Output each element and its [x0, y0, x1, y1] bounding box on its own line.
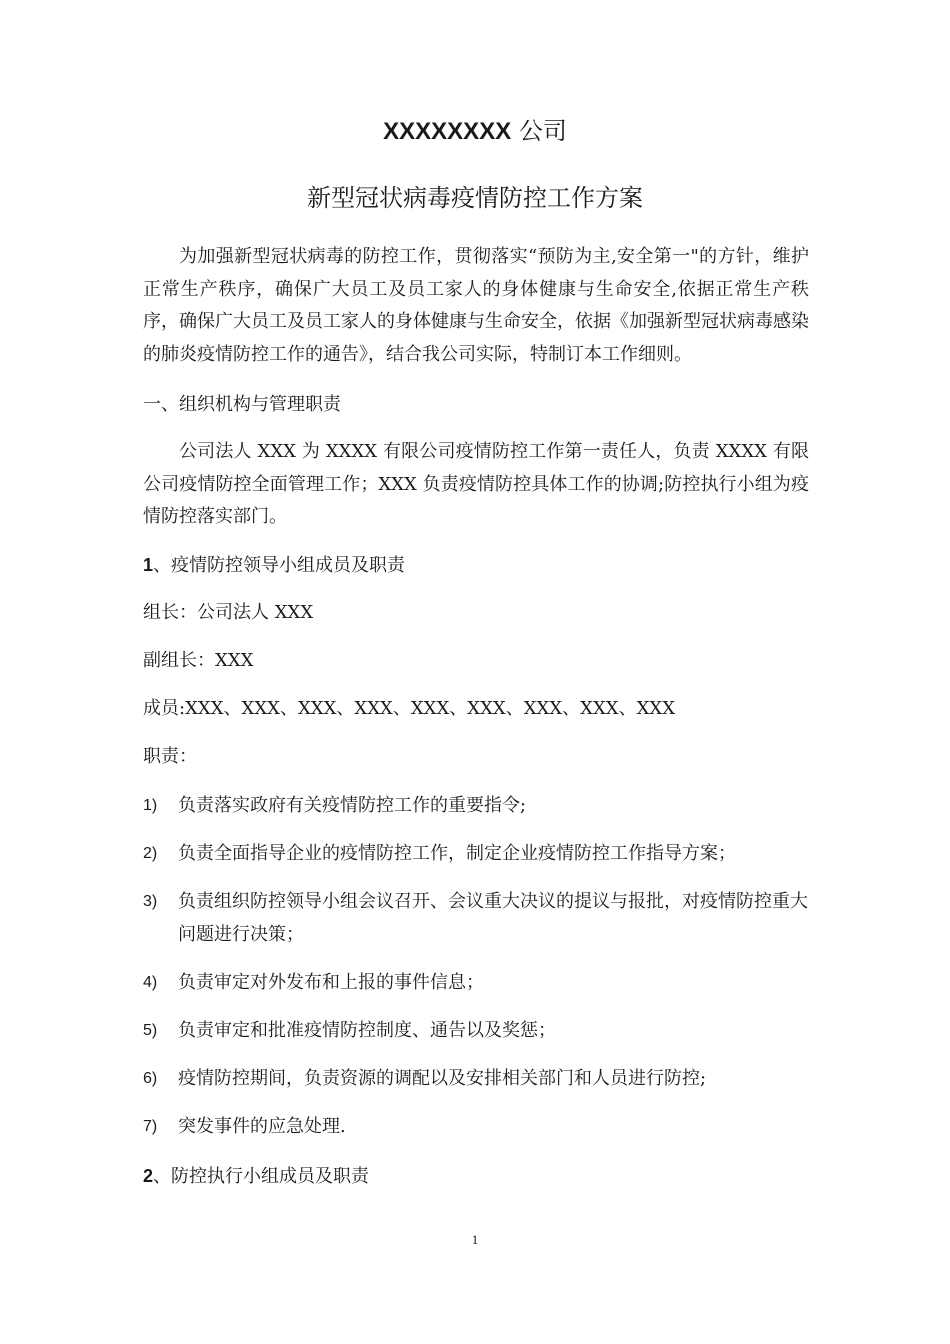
duty-item-number: 3): [143, 893, 158, 910]
intro-paragraph: 为加强新型冠状病毒的防控工作，贯彻落实“预防为主,安全第一"的方针，维护正常生产秩序，确保广大员工及员工家人的身体健康与生命安全,依据正常生产秩序，确保广大员工及员工家人的身体健康与生命安全，依据《加强新型冠状病毒感染的肺炎疫情防控工作的通告》，结合我公司实际，特制订本工作细则。: [143, 246, 809, 365]
leader-line: 组长：公司法人 XXX: [143, 602, 314, 623]
duty-item: [143, 1015, 809, 1048]
duty-item-number: 5): [143, 1022, 158, 1039]
duty-item: [143, 967, 809, 1000]
subsection-1-heading: [143, 549, 809, 583]
members-line: 成员:XXX、XXX、XXX、XXX、XXX、XXX、XXX、XXX、XXX: [143, 698, 676, 719]
duty-item: [143, 886, 809, 951]
duty-item-number: 4): [143, 974, 158, 991]
duty-item-text: 负责落实政府有关疫情防控工作的重要指令;: [178, 795, 527, 816]
duties-label: 职责：: [143, 746, 197, 767]
duty-item-text: 负责审定和批准疫情防控制度、通告以及奖惩；: [178, 1020, 556, 1041]
section-1-heading: 一、组织机构与管理职责: [143, 394, 341, 415]
page-number: 1: [471, 1232, 479, 1247]
subsection-1-title: 、疫情防控领导小组成员及职责: [153, 555, 406, 576]
duty-item: [143, 1063, 809, 1096]
duty-item: [143, 790, 809, 823]
company-title: [0, 113, 950, 150]
document-title: 新型冠状病毒疫情防控工作方案: [307, 184, 643, 212]
duty-item: [143, 1111, 809, 1144]
duty-item-text: 疫情防控期间，负责资源的调配以及安排相关部门和人员进行防控;: [178, 1068, 707, 1089]
duty-item-text: 突发事件的应急处理.: [178, 1116, 346, 1137]
duty-item-number: 6): [143, 1070, 158, 1087]
duty-item-text: 负责审定对外发布和上报的事件信息；: [178, 972, 484, 993]
duty-item-text: 负责组织防控领导小组会议召开、会议重大决议的提议与报批，对疫情防控重大问题进行决策；: [178, 891, 808, 945]
duty-item-number: 7): [143, 1118, 158, 1135]
duty-item-text: 负责全面指导企业的疫情防控工作，制定企业疫情防控工作指导方案；: [178, 843, 736, 864]
subsection-2-title: 、防控执行小组成员及职责: [153, 1166, 370, 1187]
subsection-1-number: 1: [143, 555, 154, 575]
vice-leader-line: 副组长：XXX: [143, 650, 254, 671]
company-name-placeholder: XXXXXXXX: [383, 118, 512, 145]
subsection-2-heading: [143, 1160, 809, 1194]
section-1-paragraph: 公司法人 XXX 为 XXXX 有限公司疫情防控工作第一责任人，负责 XXXX 有限公司疫情防控全面管理工作；XXX 负责疫情防控具体工作的协调;防控执行小组为疫情防控落实部门。: [143, 441, 809, 527]
duty-item-number: 2): [143, 845, 158, 862]
subsection-2-number: 2: [143, 1166, 154, 1186]
duty-item-number: 1): [143, 797, 158, 814]
duty-item: [143, 838, 809, 871]
company-title-suffix: 公司: [518, 117, 567, 145]
